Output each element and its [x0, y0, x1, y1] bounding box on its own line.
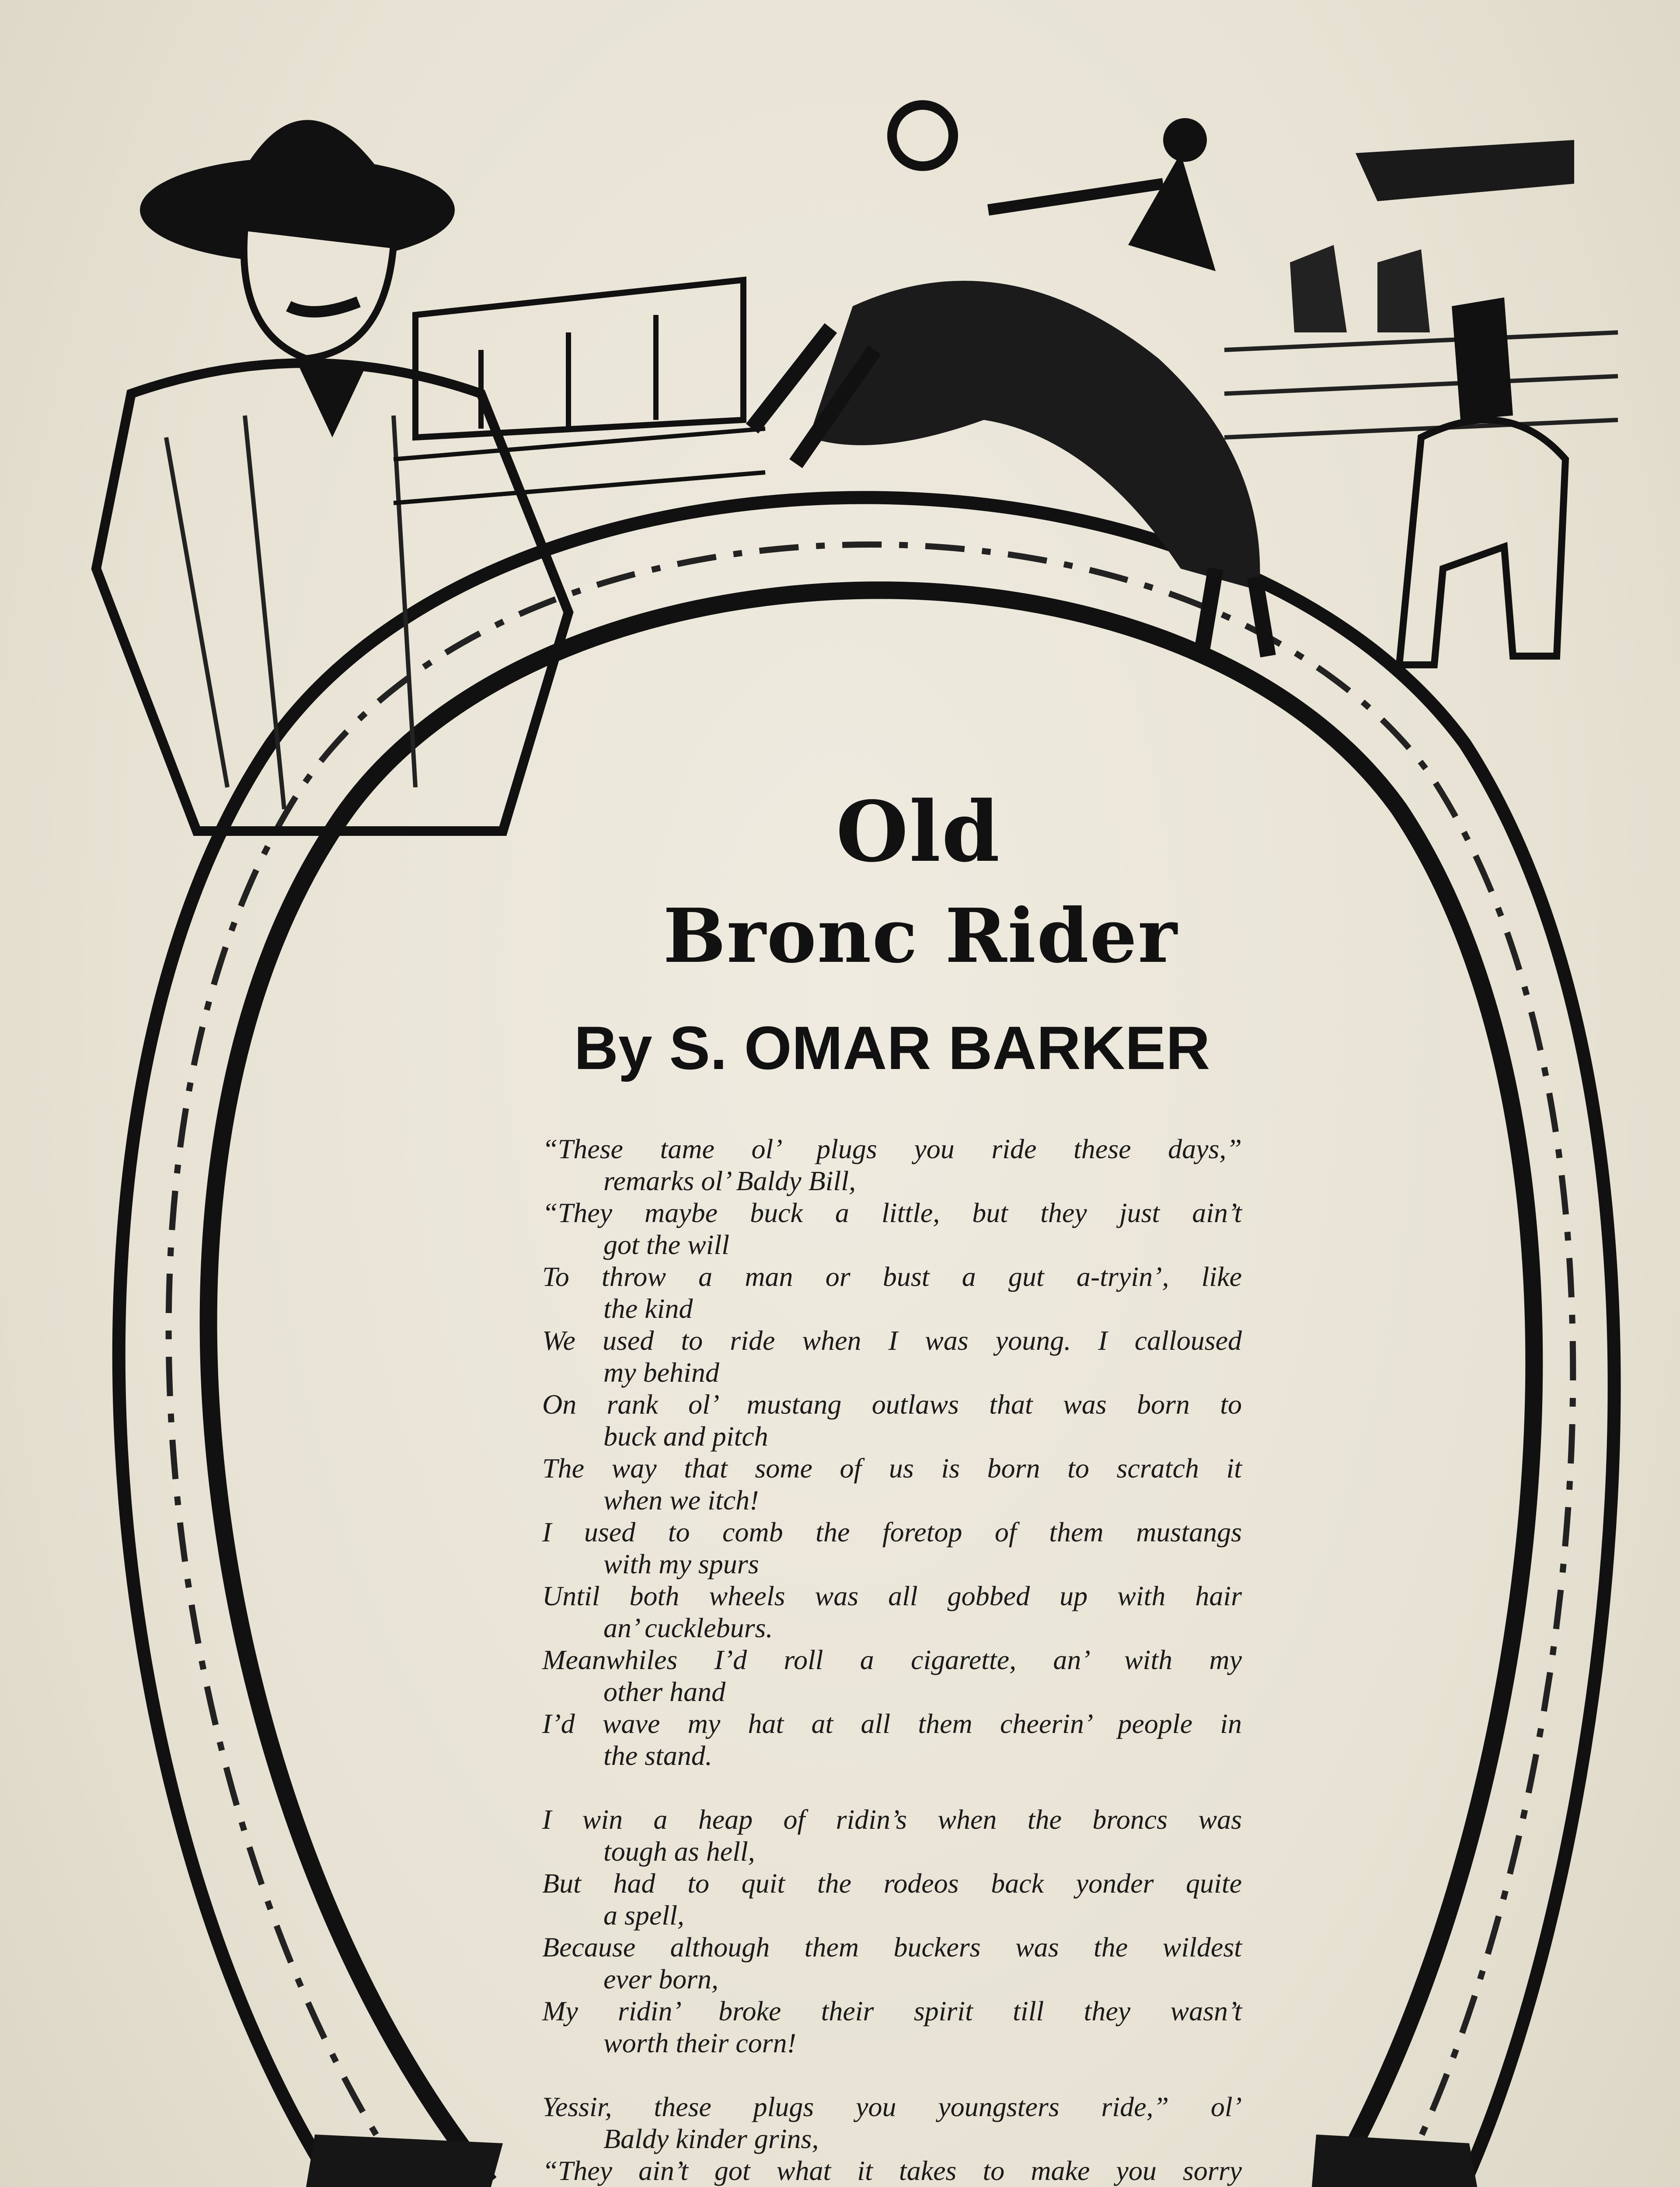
poem-line: On rank ol’ mustang outlaws that was born to — [542, 1389, 1242, 1420]
poem-line: To throw a man or bust a gut a-tryin’, like — [542, 1261, 1242, 1292]
poem-line: But had to quit the rodeos back yonder quite — [542, 1868, 1242, 1899]
poem-line: remarks ol’ Baldy Bill, — [603, 1165, 856, 1196]
poem-line: my behind — [603, 1357, 719, 1388]
poem-line: Until both wheels was all gobbed up with hair — [542, 1580, 1242, 1611]
bucking-bronco-icon — [752, 105, 1574, 656]
poem-line: buck and pitch — [603, 1421, 768, 1452]
poem-line: got the will — [603, 1229, 729, 1260]
poem-line: other hand — [603, 1676, 726, 1707]
poem-line: Because although them buckers was the wildest — [542, 1932, 1242, 1963]
poem-line: tough as hell, — [603, 1836, 755, 1867]
poem-line: the kind — [603, 1293, 693, 1324]
poem-line: when we itch! — [603, 1485, 759, 1516]
poem-line: My ridin’ broke their spirit till they wasn’t — [542, 1995, 1242, 2026]
stanza-break — [542, 1771, 1242, 1803]
title-line-2: Bronc Rider — [663, 892, 1178, 980]
cowboy-figure-icon — [96, 120, 568, 831]
poem-line: Meanwhiles I’d roll a cigarette, an’ with my — [542, 1644, 1242, 1675]
poem-line: “They maybe buck a little, but they just ain’t — [542, 1197, 1242, 1228]
poem-line: a spell, — [603, 1900, 684, 1931]
poem-line: an’ cuckleburs. — [603, 1612, 773, 1643]
poem — [542, 1133, 1242, 2187]
poem-line: I’d wave my hat at all them cheerin’ people in — [542, 1708, 1242, 1739]
mounted-riders-icon — [1290, 245, 1565, 665]
poem-line: “They ain’t got what it takes to make you sorry — [542, 2155, 1242, 2186]
poem-line: “These tame ol’ plugs you ride these days,” — [542, 1133, 1242, 1164]
poem-line: I win a heap of ridin’s when the broncs was — [542, 1804, 1242, 1835]
poem-line: the stand. — [603, 1740, 712, 1771]
poem-line: with my spurs — [603, 1548, 759, 1579]
title-line-1: Old — [836, 783, 1001, 880]
poem-line: We used to ride when I was young. I calloused — [542, 1325, 1242, 1356]
poem-line: The way that some of us is born to scratch it — [542, 1453, 1242, 1484]
poem-line: I used to comb the foretop of them mustangs — [542, 1516, 1242, 1548]
poem-line: Yessir, these plugs you youngsters ride,” ol’ — [542, 2091, 1242, 2122]
byline: By S. OMAR BARKER — [574, 1013, 1210, 1082]
poem-line: worth their corn! — [603, 2027, 796, 2058]
poem-line: ever born, — [603, 1963, 719, 1995]
stanza-break — [542, 2059, 1242, 2091]
poem-line: Baldy kinder grins, — [603, 2123, 819, 2154]
